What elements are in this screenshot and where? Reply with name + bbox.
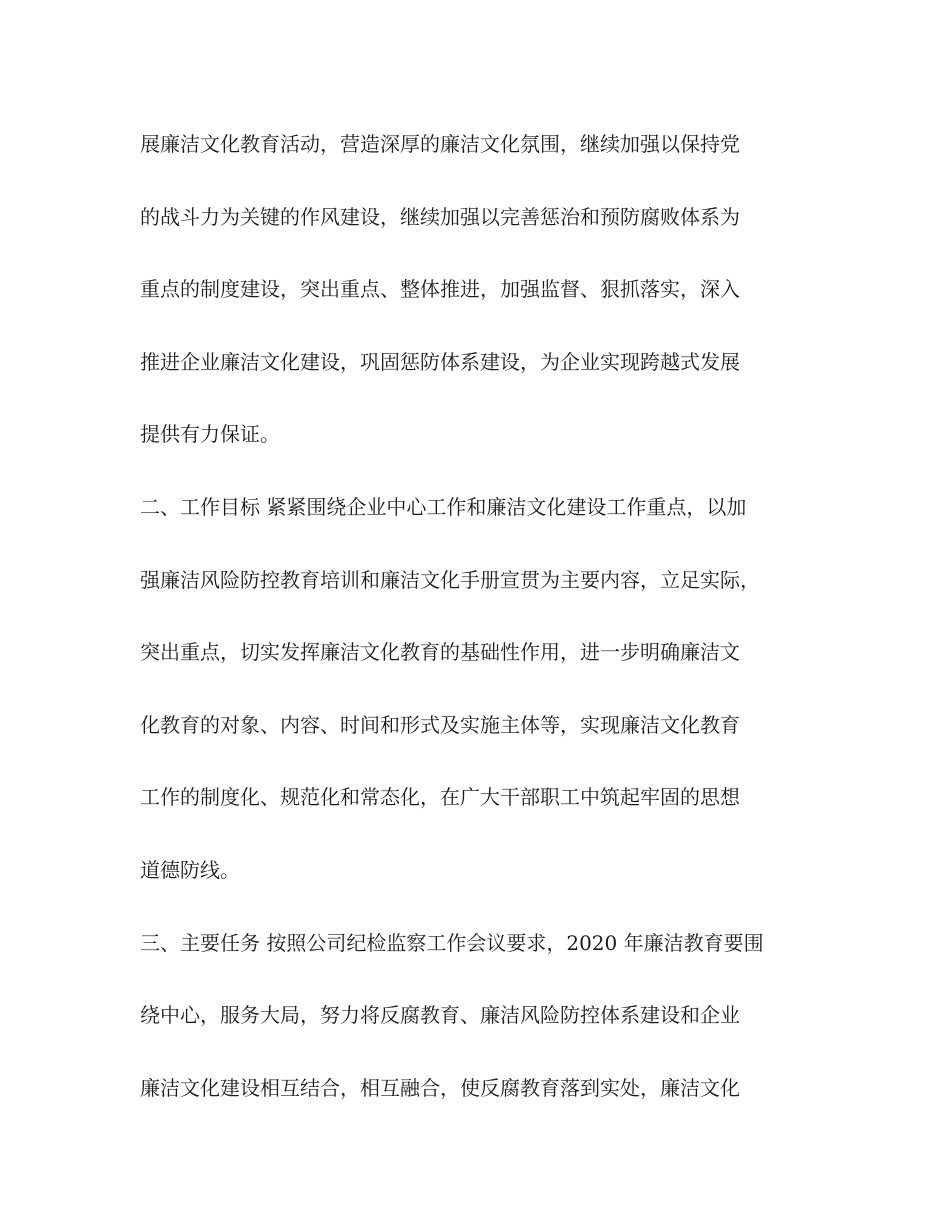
section-heading-line: 三、主要任务 按照公司纪检监察工作会议要求，2020 年廉洁教育要围 — [140, 930, 764, 955]
text-line: 重点的制度建设，突出重点、整体推进，加强监督、狠抓落实，深入 — [140, 277, 740, 302]
text-line: 道德防线。 — [140, 857, 240, 882]
text-line: 的战斗力为关键的作风建设，继续加强以完善惩治和预防腐败体系为 — [140, 204, 740, 229]
document-body — [140, 120, 820, 1136]
text-line: 工作的制度化、规范化和常态化，在广大干部职工中筑起牢固的思想 — [140, 785, 740, 810]
text-line: 绕中心，服务大局，努力将反腐教育、廉洁风险防控体系建设和企业 — [140, 1003, 740, 1028]
text-line: 廉洁文化建设相互结合，相互融合，使反腐教育落到实处，廉洁文化 — [140, 1075, 740, 1100]
text-line: 展廉洁文化教育活动，营造深厚的廉洁文化氛围，继续加强以保持党 — [140, 132, 740, 156]
text-line: 提供有力保证。 — [140, 422, 280, 447]
text-line: 突出重点，切实发挥廉洁文化教育的基础性作用，进一步明确廉洁文 — [140, 640, 740, 665]
text-line: 推进企业廉洁文化建设，巩固惩防体系建设，为企业实现跨越式发展 — [140, 349, 740, 374]
section-heading-line: 二、工作目标 紧紧围绕企业中心工作和廉洁文化建设工作重点，以加 — [140, 494, 747, 519]
text-line: 化教育的对象、内容、时间和形式及实施主体等，实现廉洁文化教育 — [140, 712, 740, 737]
text-line: 强廉洁风险防控教育培训和廉洁文化手册宣贯为主要内容，立足实际， — [140, 567, 760, 592]
